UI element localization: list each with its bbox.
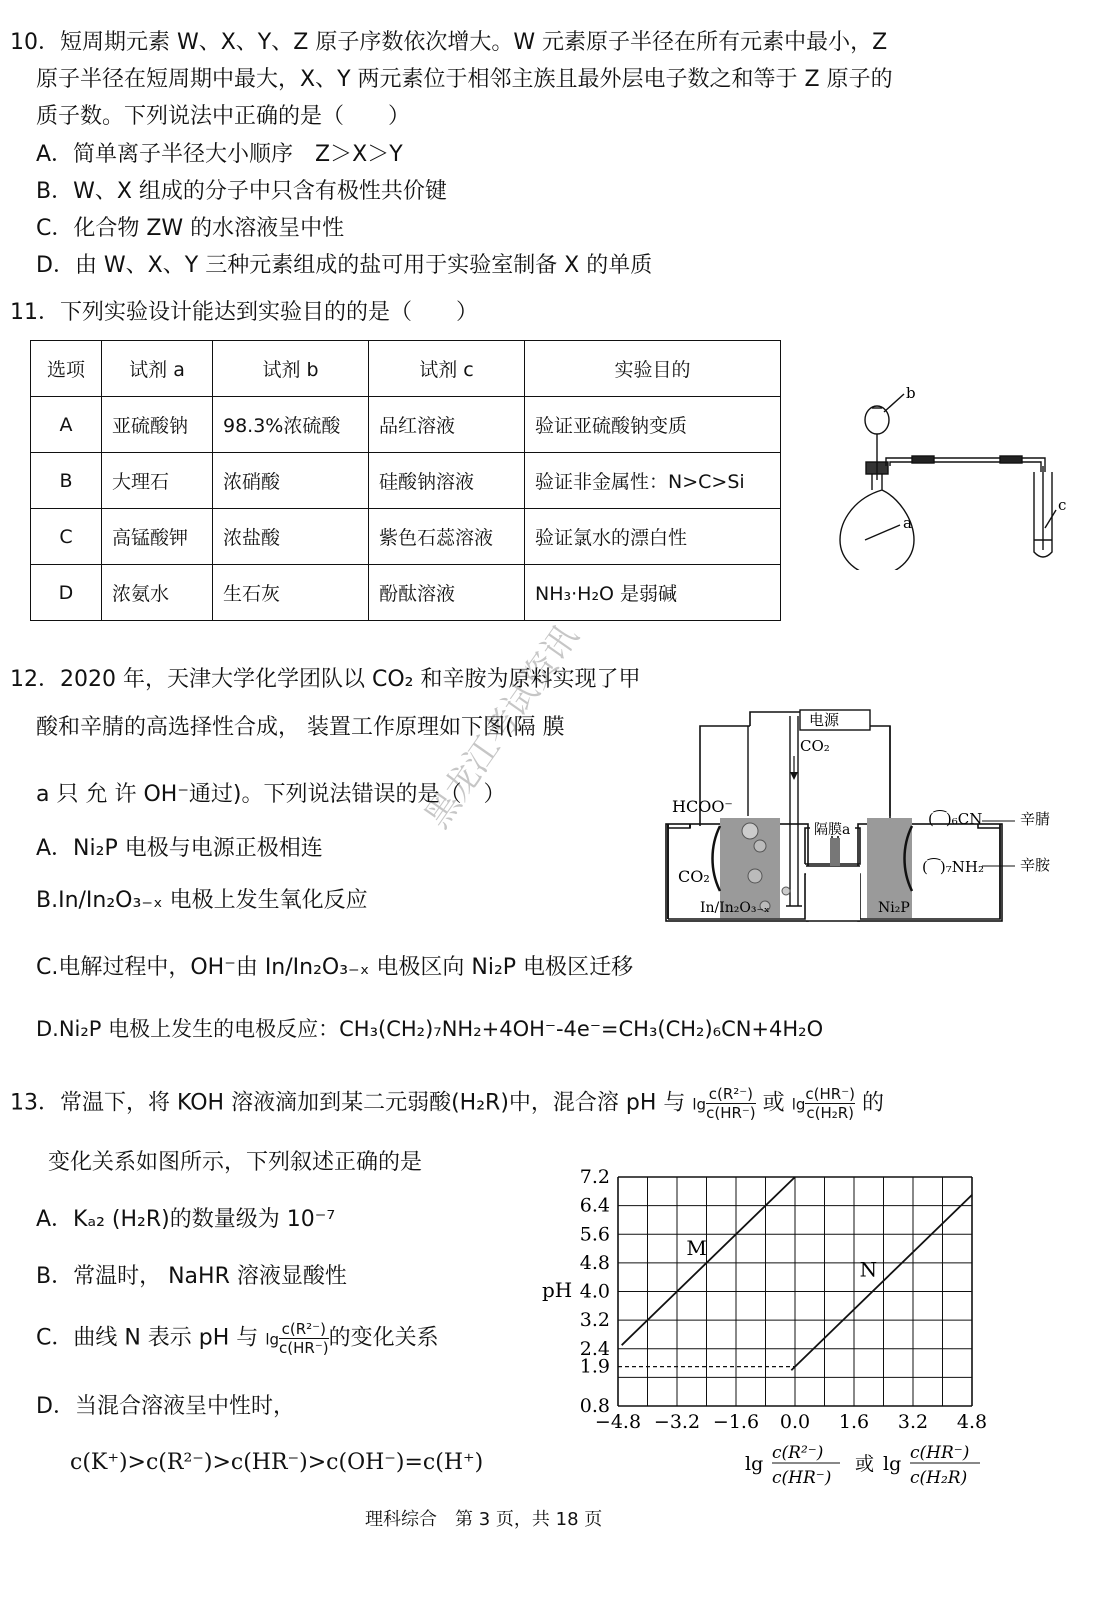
q12-option-b: B.In/In₂O₃₋ₓ 电极上发生氧化反应: [36, 888, 368, 913]
x-axis-frac1-den: c(HR⁻): [772, 1468, 832, 1488]
octanenitrile-label: 辛腈: [1020, 810, 1051, 828]
q12-option-a: A．Ni₂P 电极与电源正极相连: [36, 836, 323, 861]
y-tick-label: 4.8: [579, 1251, 610, 1274]
octylamine-label: 辛胺: [1020, 856, 1051, 874]
apparatus-label-a: a: [903, 514, 912, 532]
y-tick-label: 1.9: [579, 1355, 610, 1378]
fraction-r2-hr: [279, 1320, 329, 1357]
table-cell: 验证亚硫酸钠变质: [525, 397, 781, 453]
q13-option-d: D．当混合溶液呈中性时，: [36, 1394, 295, 1419]
table-cell: 酚酞溶液: [369, 565, 525, 621]
y-tick-label: 0.8: [579, 1395, 610, 1417]
q13-line1: [10, 1085, 884, 1122]
table-header: 实验目的: [525, 341, 781, 397]
q12-line1: 12．2020 年，天津大学化学团队以 CO₂ 和辛胺为原料实现了甲: [10, 667, 641, 692]
right-electrode-label: Ni₂P: [878, 900, 910, 916]
y-tick-label: 2.4: [579, 1337, 610, 1360]
x-axis-lg: lg: [883, 1453, 902, 1475]
x-axis-lg: lg: [745, 1453, 764, 1475]
q10-option-a: A．简单离子半径大小顺序 Z＞X＞Y: [36, 142, 403, 167]
fraction-r2-hr: [706, 1085, 756, 1122]
x-tick-label: 4.8: [956, 1411, 988, 1433]
table-row: [31, 565, 781, 621]
x-axis-or: 或: [855, 1453, 875, 1475]
q12-line3: a 只 允 许 OH⁻通过)。下列说法错误的是（ ）: [36, 782, 506, 807]
x-tick-label: 1.6: [838, 1411, 870, 1433]
table-cell: 大理石: [102, 453, 213, 509]
q12-option-d: D.Ni₂P 电极上发生的电极反应：CH₃(CH₂)₇NH₂+4OH⁻-4e⁻=CH₃(CH₂)₆CN+4H₂O: [36, 1017, 824, 1041]
co2-label: CO₂: [678, 867, 710, 886]
y-tick-label: 3.2: [579, 1309, 610, 1332]
q10-line1: 10．短周期元素 W、X、Y、Z 原子序数依次增大。W 元素原子半径在所有元素中最小，Z: [10, 30, 888, 55]
q10-line2: 原子半径在短周期中最大，X、Y 两元素位于相邻主族且最外层电子数之和等于 Z 原子的: [36, 67, 893, 92]
q13-line1-a: 13．常温下，将 KOH 溶液滴加到某二元弱酸(: [10, 1090, 460, 1116]
table-cell: 98.3%浓硫酸: [213, 397, 369, 453]
q13-option-b: B．常温时， NaHR 溶液显酸性: [36, 1264, 347, 1289]
x-tick-label: −4.8: [594, 1411, 642, 1433]
lg-label: lg: [692, 1095, 707, 1114]
chart-grid: [618, 1177, 972, 1406]
lg-label: lg: [265, 1330, 280, 1349]
nitrile-group-label: (⁀)₆CN: [928, 810, 983, 828]
power-supply-label: 电源: [809, 711, 840, 729]
table-cell: NH₃·H₂O 是弱碱: [525, 565, 781, 621]
q13-option-c: [36, 1320, 439, 1357]
fraction-denominator: c(HR⁻): [279, 1339, 329, 1357]
x-tick-label: −1.6: [712, 1411, 760, 1433]
table-cell: C: [31, 509, 102, 565]
q10-option-b: B．W、X 组成的分子中只含有极性共价键: [36, 179, 447, 204]
experiment-table: [30, 340, 781, 621]
y-tick-label: 4.0: [579, 1280, 610, 1303]
table-cell: D: [31, 565, 102, 621]
hcoo-label: HCOO⁻: [672, 797, 733, 816]
y-tick-label: 5.6: [579, 1223, 610, 1246]
table-cell: B: [31, 453, 102, 509]
fraction-denominator: c(H₂R): [806, 1104, 855, 1122]
membrane-label: 隔膜a: [814, 822, 851, 838]
table-header: 试剂 c: [369, 341, 525, 397]
table-cell: 浓氨水: [102, 565, 213, 621]
series-label-M: M: [686, 1236, 707, 1261]
q12-line2: 酸和辛腈的高选择性合成， 装置工作原理如下图(隔 膜: [36, 715, 565, 740]
q13-option-c-text: C．曲线 N 表示 pH 与: [36, 1325, 259, 1351]
q13-option-d-expression: c(K⁺)>c(R²⁻)>c(HR⁻)>c(OH⁻)=c(H⁺): [70, 1450, 484, 1475]
x-tick-label: 0.0: [779, 1411, 811, 1433]
de-word: 的: [861, 1090, 884, 1116]
ph-chart: [540, 1165, 990, 1500]
q13-option-a: A．Kₐ₂ (H₂R)的数量级为 10⁻⁷: [36, 1207, 336, 1232]
q13-line2: 变化关系如图所示，下列叙述正确的是: [48, 1150, 423, 1175]
amine-group-label: (⁀)₇NH₂: [922, 858, 984, 876]
q12-option-c: C.电解过程中，OH⁻由 In/In₂O₃₋ₓ 电极区向 Ni₂P 电极区迁移: [36, 955, 634, 980]
fraction-numerator: c(R²⁻): [279, 1320, 329, 1339]
y-tick-label: 6.4: [579, 1194, 610, 1217]
table-header: 试剂 b: [213, 341, 369, 397]
watermark: 黑龙江考试资讯: [417, 617, 587, 836]
x-axis-frac1-num: c(R²⁻): [772, 1443, 824, 1463]
q10-line3: 质子数。下列说法中正确的是（ ）: [36, 104, 411, 129]
lg-label: lg: [791, 1095, 806, 1114]
apparatus-label-b: b: [906, 384, 916, 402]
series-line-N: [791, 1195, 972, 1370]
table-cell: 亚硫酸钠: [102, 397, 213, 453]
electrolysis-cell-diagram: [660, 706, 1080, 924]
x-axis-label: [745, 1443, 980, 1488]
table-header-row: [31, 341, 781, 397]
q11-stem: 11．下列实验设计能达到实验目的的是（ ）: [10, 300, 478, 325]
table-cell: 验证氯水的漂白性: [525, 509, 781, 565]
table-cell: 紫色石蕊溶液: [369, 509, 525, 565]
fraction-numerator: c(R²⁻): [706, 1085, 756, 1104]
series-label-N: N: [859, 1257, 878, 1282]
table-cell: A: [31, 397, 102, 453]
fraction-denominator: c(HR⁻): [706, 1104, 756, 1122]
co2-inlet-label: CO₂: [800, 737, 830, 755]
x-tick-label: −3.2: [653, 1411, 701, 1433]
table-cell: 生石灰: [213, 565, 369, 621]
gas-apparatus-diagram: [820, 380, 1100, 570]
y-tick-label: 7.2: [579, 1166, 610, 1188]
table-row: [31, 453, 781, 509]
x-axis-frac2-num: c(HR⁻): [910, 1443, 970, 1463]
left-electrode-label: In/In₂O₃₋ₓ: [700, 900, 770, 916]
fraction-hr-h2r: [805, 1085, 855, 1122]
y-axis-label: pH: [542, 1278, 573, 1302]
x-axis-frac2-den: c(H₂R): [910, 1468, 968, 1488]
q13-h2r: H₂R: [459, 1090, 501, 1116]
page-footer: 理科综合 第 3 页，共 18 页: [365, 1509, 603, 1530]
table-header: 选项: [31, 341, 102, 397]
table-cell: 高锰酸钾: [102, 509, 213, 565]
or-word: 或: [762, 1090, 785, 1116]
table-row: [31, 509, 781, 565]
table-cell: 品红溶液: [369, 397, 525, 453]
fraction-numerator: c(HR⁻): [805, 1085, 855, 1103]
apparatus-label-c: c: [1058, 496, 1067, 514]
table-header: 试剂 a: [102, 341, 213, 397]
table-cell: 浓盐酸: [213, 509, 369, 565]
table-cell: 硅酸钠溶液: [369, 453, 525, 509]
q13-option-c-tail: 的变化关系: [328, 1325, 439, 1351]
q13-line1-c: )中，混合溶 pH 与: [500, 1090, 686, 1116]
table-row: [31, 397, 781, 453]
table-cell: 浓硝酸: [213, 453, 369, 509]
q10-option-c: C．化合物 ZW 的水溶液呈中性: [36, 216, 345, 241]
q10-option-d: D．由 W、X、Y 三种元素组成的盐可用于实验室制备 X 的单质: [36, 253, 653, 278]
x-tick-label: 3.2: [897, 1411, 929, 1433]
table-cell: 验证非金属性：N>C>Si: [525, 453, 781, 509]
